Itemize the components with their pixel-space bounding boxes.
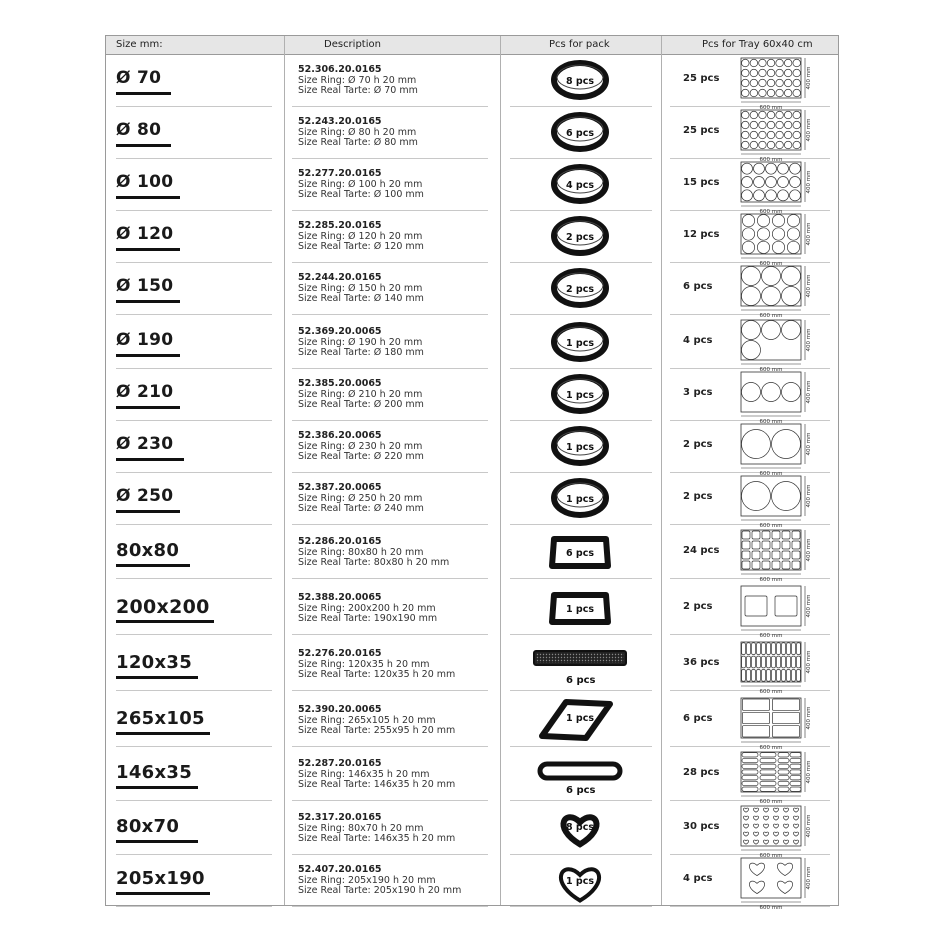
header-pack: Pcs for pack xyxy=(549,39,610,50)
size-label: Ø 190 xyxy=(116,330,174,350)
table-row xyxy=(106,210,838,267)
product-description xyxy=(298,759,455,791)
tray-quantity: 15 pcs xyxy=(683,177,720,188)
tray-quantity: 25 pcs xyxy=(683,73,720,84)
size-underline xyxy=(116,144,171,147)
tray-width-label: 600 mm xyxy=(759,157,783,163)
tarte-size: Size Real Tarte: 80x80 h 20 mm xyxy=(298,557,450,568)
tray-layout-diagram xyxy=(741,858,812,911)
table-row xyxy=(106,262,838,319)
size-label: 265x105 xyxy=(116,708,205,729)
size-underline xyxy=(116,892,210,895)
table-row xyxy=(106,526,838,583)
size-label: Ø 150 xyxy=(116,276,174,296)
size-label: Ø 230 xyxy=(116,434,174,454)
tray-width-label: 600 mm xyxy=(759,209,783,215)
pack-cell xyxy=(500,158,661,211)
tray-layout-diagram xyxy=(741,806,812,859)
pack-cell xyxy=(500,316,661,369)
size-underline xyxy=(116,564,190,567)
tray-height-label: 400 mm xyxy=(806,118,812,142)
pack-quantity: 1 pcs xyxy=(565,876,595,887)
row-divider xyxy=(116,800,272,801)
tray-height-label: 400 mm xyxy=(806,380,812,404)
ring-size: Size Ring: 80x80 h 20 mm xyxy=(298,546,424,558)
size-label: Ø 250 xyxy=(116,486,174,506)
size-underline xyxy=(116,620,214,623)
ring-size: Size Ring: Ø 120 h 20 mm xyxy=(298,230,423,242)
tray-width-label: 600 mm xyxy=(759,633,783,639)
ring-size: Size Ring: Ø 250 h 20 mm xyxy=(298,492,423,504)
tarte-size: Size Real Tarte: Ø 140 mm xyxy=(298,293,424,304)
size-underline xyxy=(116,732,210,735)
table-row xyxy=(106,420,838,477)
tray-layout-diagram xyxy=(741,642,812,695)
table-row xyxy=(106,802,838,859)
tray-quantity: 2 pcs xyxy=(683,439,713,450)
tray-width-label: 600 mm xyxy=(759,105,783,111)
ring-size: Size Ring: 80x70 h 20 mm xyxy=(298,822,424,834)
product-description xyxy=(298,117,418,149)
pack-cell xyxy=(500,262,661,315)
table-row xyxy=(106,158,838,215)
tarte-size: Size Real Tarte: 190x190 mm xyxy=(298,613,438,624)
size-label: 205x190 xyxy=(116,868,205,889)
row-divider xyxy=(292,690,488,691)
pack-quantity: 2 pcs xyxy=(565,232,595,243)
tray-layout-diagram xyxy=(741,752,812,805)
product-code: 52.386.20.0065 xyxy=(298,430,382,441)
table-row xyxy=(106,368,838,425)
tray-height-label: 400 mm xyxy=(806,432,812,456)
pack-cell xyxy=(500,472,661,525)
tarte-size: Size Real Tarte: 120x35 h 20 mm xyxy=(298,669,456,680)
tray-width-label: 600 mm xyxy=(759,689,783,695)
tray-width-label: 600 mm xyxy=(759,577,783,583)
tarte-size: Size Real Tarte: Ø 200 mm xyxy=(298,399,424,410)
product-table xyxy=(105,35,839,911)
tray-quantity: 2 pcs xyxy=(683,601,713,612)
tarte-size: Size Real Tarte: Ø 180 mm xyxy=(298,347,424,358)
table-row xyxy=(106,106,838,163)
product-description xyxy=(298,221,424,253)
row-divider xyxy=(292,314,488,315)
size-label: 200x200 xyxy=(116,596,210,618)
pack-quantity: 2 pcs xyxy=(565,284,595,295)
product-code: 52.287.20.0165 xyxy=(298,758,382,769)
pack-cell xyxy=(500,694,661,747)
size-underline xyxy=(116,406,180,409)
tray-diagram xyxy=(739,697,817,755)
ring-size: Size Ring: 265x105 h 20 mm xyxy=(298,714,436,726)
tray-layout-diagram xyxy=(741,530,812,583)
pack-cell xyxy=(500,802,661,855)
ring-product-image xyxy=(534,651,626,665)
size-label: Ø 80 xyxy=(116,120,162,140)
tray-width-label: 600 mm xyxy=(759,853,783,859)
tray-width-label: 600 mm xyxy=(759,523,783,529)
product-code: 52.277.20.0165 xyxy=(298,168,382,179)
tray-layout-diagram xyxy=(741,58,812,111)
product-code: 52.388.20.0065 xyxy=(298,592,382,603)
product-description xyxy=(298,537,449,569)
product-description xyxy=(298,705,455,737)
tray-quantity: 25 pcs xyxy=(683,125,720,136)
tray-width-label: 600 mm xyxy=(759,745,783,751)
pack-quantity: 1 pcs xyxy=(565,713,595,724)
tray-height-label: 400 mm xyxy=(806,66,812,90)
tarte-size: Size Real Tarte: 255x95 h 20 mm xyxy=(298,725,456,736)
product-code: 52.243.20.0165 xyxy=(298,116,382,127)
tray-height-label: 400 mm xyxy=(806,170,812,194)
pack-quantity: 6 pcs xyxy=(566,785,596,796)
product-code: 52.286.20.0165 xyxy=(298,536,382,547)
ring-size: Size Ring: Ø 210 h 20 mm xyxy=(298,388,423,400)
product-description xyxy=(298,169,424,201)
tray-quantity: 6 pcs xyxy=(683,713,713,724)
tray-width-label: 600 mm xyxy=(759,799,783,805)
tray-height-label: 400 mm xyxy=(806,538,812,562)
header-size: Size mm: xyxy=(116,39,163,50)
ring-size: Size Ring: 120x35 h 20 mm xyxy=(298,658,430,670)
ring-size: Size Ring: Ø 70 h 20 mm xyxy=(298,74,417,86)
tray-layout-diagram xyxy=(741,162,812,215)
tray-height-label: 400 mm xyxy=(806,814,812,838)
product-description xyxy=(298,431,424,463)
product-description xyxy=(298,379,424,411)
tray-quantity: 6 pcs xyxy=(683,281,713,292)
pack-quantity: 1 pcs xyxy=(565,390,595,401)
product-code: 52.387.20.0065 xyxy=(298,482,382,493)
tray-height-label: 400 mm xyxy=(806,760,812,784)
table-row xyxy=(106,638,838,695)
product-description xyxy=(298,649,455,681)
row-divider xyxy=(292,800,488,801)
pack-quantity: 6 pcs xyxy=(565,548,595,559)
tarte-size: Size Real Tarte: Ø 70 mm xyxy=(298,85,418,96)
size-label: 80x80 xyxy=(116,540,180,561)
ring-size: Size Ring: Ø 190 h 20 mm xyxy=(298,336,423,348)
tray-layout-diagram xyxy=(741,110,812,163)
ring-size: Size Ring: Ø 80 h 20 mm xyxy=(298,126,417,138)
size-underline xyxy=(116,92,171,95)
size-underline xyxy=(116,354,180,357)
tray-layout-diagram xyxy=(741,586,812,639)
product-description xyxy=(298,813,455,845)
pack-quantity: 6 pcs xyxy=(565,128,595,139)
size-label: Ø 120 xyxy=(116,224,174,244)
row-divider xyxy=(116,690,272,691)
pack-quantity: 6 pcs xyxy=(566,675,596,686)
tray-width-label: 600 mm xyxy=(759,905,783,911)
tray-quantity: 4 pcs xyxy=(683,335,713,346)
ring-size: Size Ring: 200x200 h 20 mm xyxy=(298,602,436,614)
row-divider xyxy=(292,906,488,907)
size-underline xyxy=(116,196,180,199)
product-code: 52.244.20.0165 xyxy=(298,272,382,283)
tray-quantity: 28 pcs xyxy=(683,767,720,778)
tarte-size: Size Real Tarte: 205x190 h 20 mm xyxy=(298,885,462,896)
product-code: 52.276.20.0165 xyxy=(298,648,382,659)
tray-layout-diagram xyxy=(741,320,812,373)
product-code: 52.385.20.0065 xyxy=(298,378,382,389)
tray-height-label: 400 mm xyxy=(806,650,812,674)
header-description: Description xyxy=(324,39,381,50)
header-tray: Pcs for Tray 60x40 cm xyxy=(702,39,813,50)
table-row xyxy=(106,472,838,529)
tray-layout-diagram xyxy=(741,476,812,529)
tray-quantity: 2 pcs xyxy=(683,491,713,502)
ring-size: Size Ring: Ø 100 h 20 mm xyxy=(298,178,423,190)
table-header xyxy=(106,36,838,55)
tray-quantity: 36 pcs xyxy=(683,657,720,668)
tray-quantity: 3 pcs xyxy=(683,387,713,398)
pack-cell xyxy=(500,54,661,107)
size-label: Ø 210 xyxy=(116,382,174,402)
tray-quantity: 30 pcs xyxy=(683,821,720,832)
ring-size: Size Ring: Ø 230 h 20 mm xyxy=(298,440,423,452)
tray-height-label: 400 mm xyxy=(806,274,812,298)
ring-product-image xyxy=(540,764,620,778)
product-code: 52.317.20.0165 xyxy=(298,812,382,823)
pack-quantity: 1 pcs xyxy=(565,442,595,453)
tray-diagram xyxy=(739,475,817,533)
row-divider xyxy=(116,746,272,747)
product-description xyxy=(298,483,424,515)
row-divider xyxy=(116,634,272,635)
ring-size: Size Ring: Ø 150 h 20 mm xyxy=(298,282,423,294)
pack-quantity: 1 pcs xyxy=(565,494,595,505)
tarte-size: Size Real Tarte: Ø 100 mm xyxy=(298,189,424,200)
product-description xyxy=(298,65,418,97)
row-divider xyxy=(116,314,272,315)
product-description xyxy=(298,593,437,625)
row-divider xyxy=(116,906,272,907)
tray-layout-diagram xyxy=(741,372,812,425)
ring-size: Size Ring: 146x35 h 20 mm xyxy=(298,768,430,780)
product-description xyxy=(298,273,424,305)
pack-cell xyxy=(500,368,661,421)
pack-cell xyxy=(500,420,661,473)
tray-height-label: 400 mm xyxy=(806,222,812,246)
product-code: 52.407.20.0165 xyxy=(298,864,382,875)
product-code: 52.369.20.0065 xyxy=(298,326,382,337)
product-description xyxy=(298,865,461,897)
tray-diagram xyxy=(739,857,817,915)
row-divider xyxy=(116,524,272,525)
size-underline xyxy=(116,840,198,843)
table-row xyxy=(106,748,838,805)
tray-width-label: 600 mm xyxy=(759,313,783,319)
tray-diagram xyxy=(739,265,817,323)
tarte-size: Size Real Tarte: 146x35 h 20 mm xyxy=(298,833,456,844)
size-underline xyxy=(116,300,180,303)
size-label: 80x70 xyxy=(116,816,180,837)
pack-cell xyxy=(500,748,661,801)
size-label: 120x35 xyxy=(116,652,193,673)
pack-quantity: 1 pcs xyxy=(565,338,595,349)
tarte-size: Size Real Tarte: Ø 220 mm xyxy=(298,451,424,462)
table-row xyxy=(106,854,838,911)
tray-height-label: 400 mm xyxy=(806,594,812,618)
size-underline xyxy=(116,510,180,513)
size-label: 146x35 xyxy=(116,762,193,783)
pack-cell xyxy=(500,582,661,635)
tray-diagram xyxy=(739,585,817,643)
tray-width-label: 600 mm xyxy=(759,261,783,267)
pack-cell xyxy=(500,210,661,263)
tarte-size: Size Real Tarte: Ø 120 mm xyxy=(298,241,424,252)
tray-layout-diagram xyxy=(741,698,812,751)
row-divider xyxy=(292,634,488,635)
pack-cell xyxy=(500,106,661,159)
pack-quantity: 1 pcs xyxy=(565,604,595,615)
tray-width-label: 600 mm xyxy=(759,367,783,373)
tray-width-label: 600 mm xyxy=(759,471,783,477)
tarte-size: Size Real Tarte: Ø 80 mm xyxy=(298,137,418,148)
size-underline xyxy=(116,458,184,461)
product-code: 52.390.20.0065 xyxy=(298,704,382,715)
tray-height-label: 400 mm xyxy=(806,328,812,352)
table-row xyxy=(106,316,838,373)
product-description xyxy=(298,327,424,359)
size-underline xyxy=(116,786,198,789)
size-underline xyxy=(116,248,180,251)
tray-quantity: 24 pcs xyxy=(683,545,720,556)
table-row xyxy=(106,694,838,751)
size-label: Ø 70 xyxy=(116,68,162,88)
tray-layout-diagram xyxy=(741,424,812,477)
tray-height-label: 400 mm xyxy=(806,866,812,890)
pack-cell xyxy=(500,638,661,691)
tray-height-label: 400 mm xyxy=(806,706,812,730)
row-divider xyxy=(292,524,488,525)
pack-quantity: 4 pcs xyxy=(565,180,595,191)
tray-height-label: 400 mm xyxy=(806,484,812,508)
tray-width-label: 600 mm xyxy=(759,419,783,425)
row-divider xyxy=(116,578,272,579)
row-divider xyxy=(292,746,488,747)
tray-diagram xyxy=(739,641,817,699)
tray-diagram xyxy=(739,529,817,587)
tray-layout-diagram xyxy=(741,214,812,267)
table-row xyxy=(106,54,838,111)
pack-cell xyxy=(500,526,661,579)
row-divider xyxy=(292,578,488,579)
ring-size: Size Ring: 205x190 h 20 mm xyxy=(298,874,436,886)
product-code: 52.306.20.0165 xyxy=(298,64,382,75)
pack-quantity: 8 pcs xyxy=(565,76,595,87)
tarte-size: Size Real Tarte: 146x35 h 20 mm xyxy=(298,779,456,790)
pack-cell xyxy=(500,854,661,907)
pack-quantity: 8 pcs xyxy=(565,822,595,833)
tray-layout-diagram xyxy=(741,266,812,319)
tarte-size: Size Real Tarte: Ø 240 mm xyxy=(298,503,424,514)
product-code: 52.285.20.0165 xyxy=(298,220,382,231)
tray-quantity: 4 pcs xyxy=(683,873,713,884)
table-row xyxy=(106,582,838,639)
size-underline xyxy=(116,676,198,679)
size-label: Ø 100 xyxy=(116,172,174,192)
tray-quantity: 12 pcs xyxy=(683,229,720,240)
tray-diagram xyxy=(739,751,817,809)
